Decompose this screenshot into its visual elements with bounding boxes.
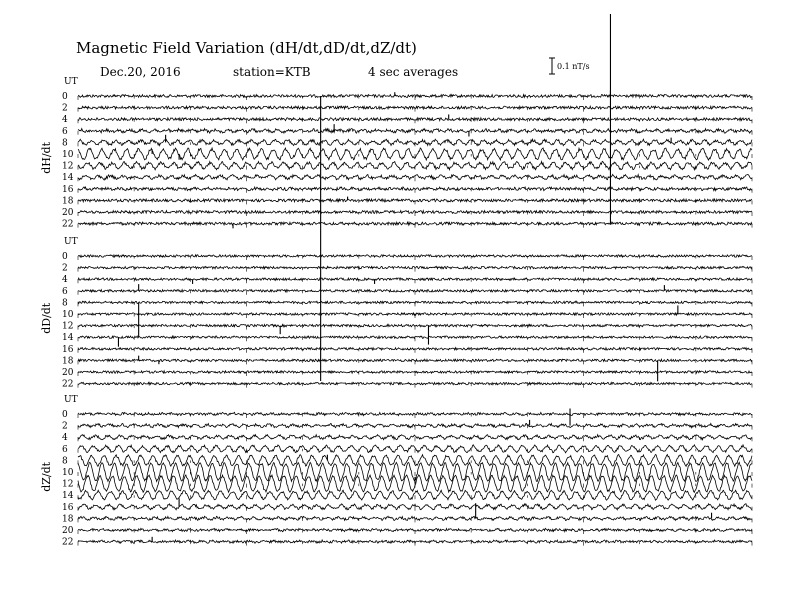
trace-hour-label: 12 <box>62 161 74 172</box>
trace-hour-label: 18 <box>62 514 74 525</box>
trace-ticks <box>78 96 752 100</box>
trace-hour-label: 4 <box>62 433 68 444</box>
trace-hour-label: 10 <box>62 468 74 478</box>
trace-hour-label: 22 <box>62 379 74 390</box>
trace-hour-label: 20 <box>62 368 74 378</box>
panel-ylabel: dD/dt <box>40 302 53 334</box>
trace-ticks <box>78 326 752 330</box>
chart-title: Magnetic Field Variation (dH/dt,dD/dt,dZ/dt) <box>76 39 417 57</box>
panels-group <box>40 14 752 548</box>
ut-axis-label: UT <box>64 395 78 405</box>
trace-hour-label: 6 <box>62 126 68 137</box>
trace-hour-label: 6 <box>62 444 68 455</box>
trace-hour-label: 2 <box>62 263 68 274</box>
trace-hour-label: 16 <box>62 344 74 355</box>
scale-bar <box>549 58 590 74</box>
trace-hour-label: 12 <box>62 321 74 332</box>
trace-line <box>78 454 752 466</box>
trace-hour-label: 8 <box>62 138 68 149</box>
averaging-label: 4 sec averages <box>368 65 459 79</box>
scale-bar-label: 0.1 nT/s <box>557 62 590 71</box>
trace-hour-label: 4 <box>62 115 68 126</box>
trace-hour-label: 14 <box>62 173 74 184</box>
trace-hour-label: 16 <box>62 184 74 195</box>
trace-hour-label: 16 <box>62 502 74 513</box>
trace-hour-label: 0 <box>62 410 68 420</box>
trace-hour-label: 10 <box>62 150 74 160</box>
panel-ylabel: dH/dt <box>40 141 53 174</box>
trace-line <box>78 290 752 292</box>
panel-ylabel: dZ/dt <box>40 461 53 492</box>
trace-hour-label: 6 <box>62 286 68 297</box>
trace-line <box>78 301 752 303</box>
trace-hour-label: 18 <box>62 356 74 367</box>
panel-dZ-dt <box>40 395 752 548</box>
trace-hour-label: 0 <box>62 252 68 262</box>
trace-hour-label: 22 <box>62 219 74 230</box>
ut-axis-label: UT <box>64 237 78 247</box>
trace-hour-label: 14 <box>62 491 74 502</box>
panel-dD-dt <box>40 237 752 390</box>
trace-hour-label: 2 <box>62 103 68 114</box>
trace-hour-label: 20 <box>62 208 74 218</box>
trace-hour-label: 8 <box>62 298 68 309</box>
trace-line <box>78 266 752 268</box>
trace-hour-label: 2 <box>62 421 68 432</box>
ut-axis-label: UT <box>64 77 78 87</box>
trace-hour-label: 12 <box>62 479 74 490</box>
trace-hour-label: 8 <box>62 456 68 467</box>
trace-hour-label: 4 <box>62 275 68 286</box>
trace-hour-label: 14 <box>62 333 74 344</box>
trace-line <box>78 540 752 543</box>
trace-hour-label: 10 <box>62 310 74 320</box>
date-label: Dec.20, 2016 <box>100 65 181 79</box>
trace-hour-label: 20 <box>62 526 74 536</box>
trace-hour-label: 22 <box>62 537 74 548</box>
trace-hour-label: 0 <box>62 92 68 102</box>
trace-hour-label: 18 <box>62 196 74 207</box>
station-label: station=KTB <box>233 65 311 79</box>
